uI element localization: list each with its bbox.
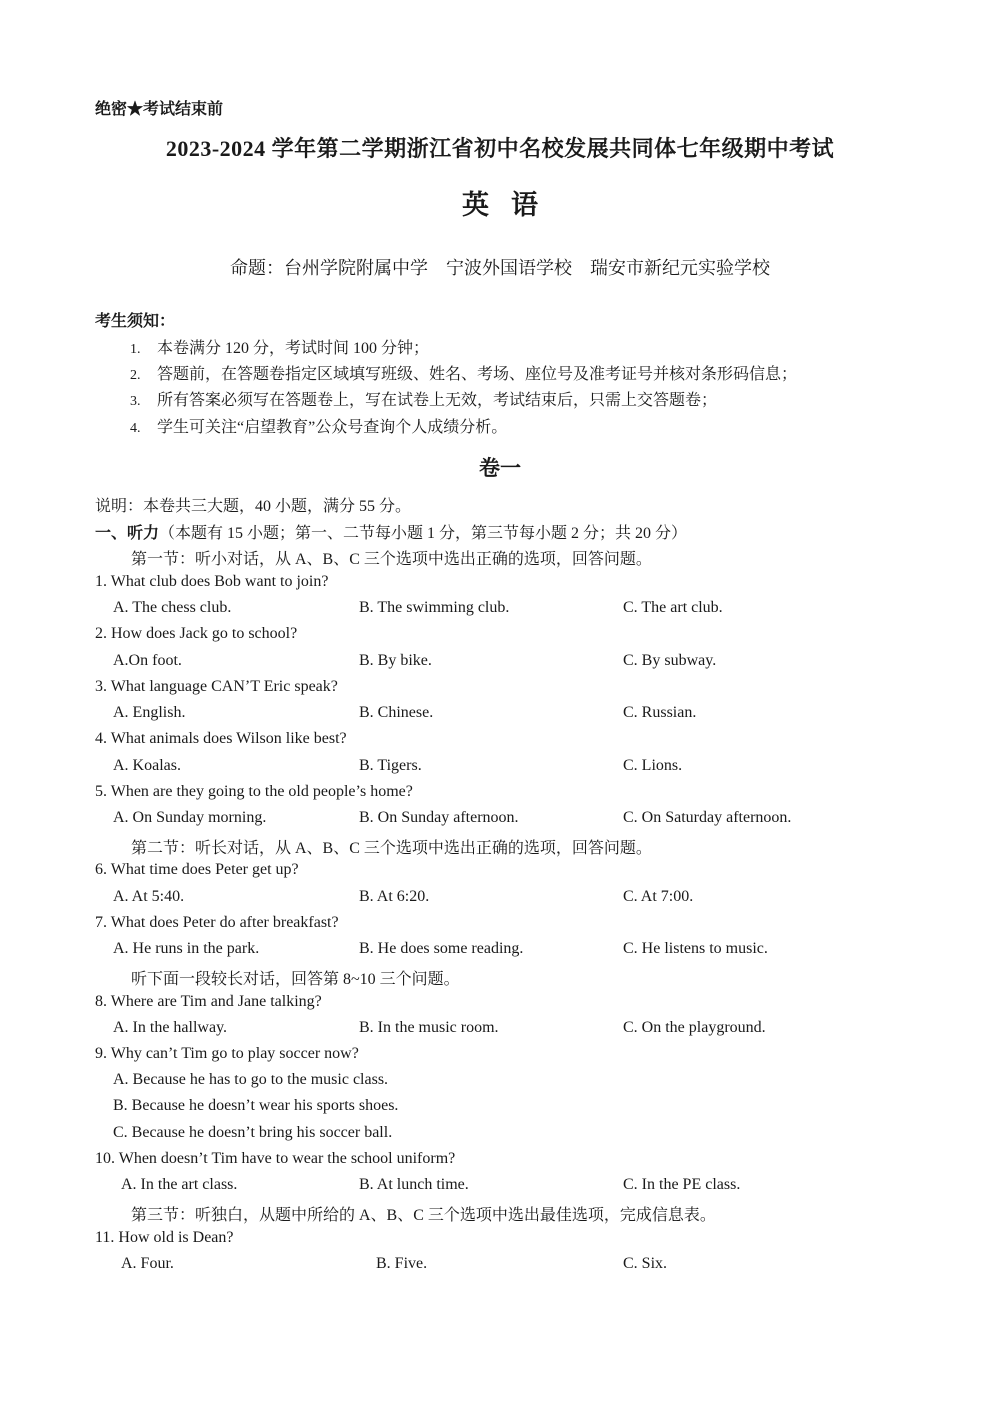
exam-title: 2023-2024 学年第二学期浙江省初中名校发展共同体七年级期中考试 [165,136,835,161]
option-b: B. At lunch time. [359,1176,469,1193]
question-7: 7. What does Peter do after breakfast? [95,914,339,931]
option-c: C. Six. [623,1255,668,1272]
part-heading-detail: （本题有 15 小题；第一、二节每小题 1 分，第三节每小题 2 分；共 20 分） [159,525,688,542]
notice-item [130,335,429,358]
option-c: C. On Saturday afternoon. [623,809,792,826]
notice-item [130,361,797,384]
authors-line: 命题：台州学院附属中学 宁波外国语学校 瑞安市新纪元实验学校 [230,258,770,279]
confidential-label: 绝密★考试结束前 [95,101,224,118]
section-3-instruction: 第三节：听独白，从题中所给的 A、B、C 三个选项中选出最佳选项，完成信息表。 [131,1207,716,1224]
option-b: B. On Sunday afternoon. [359,809,519,826]
section-1-instruction: 第一节：听小对话，从 A、B、C 三个选项中选出正确的选项，回答问题。 [131,551,652,568]
section-2-sub-instruction: 听下面一段较长对话，回答第 8~10 三个问题。 [131,971,460,988]
option-a: A. Koalas. [113,757,181,774]
option-c: C. Because he doesn’t bring his soccer ball. [113,1124,393,1141]
question-9: 9. Why can’t Tim go to play soccer now? [95,1045,359,1062]
option-a: A. In the art class. [121,1176,238,1193]
section-2-instruction: 第二节：听长对话，从 A、B、C 三个选项中选出正确的选项，回答问题。 [131,840,652,857]
notice-item [130,414,507,437]
notice-text: 所有答案必须写在答题卷上，写在试卷上无效，考试结束后，只需上交答题卷； [157,392,718,409]
option-a: A. English. [113,704,186,721]
question-8: 8. Where are Tim and Jane talking? [95,993,322,1010]
question-10: 10. When doesn’t Tim have to wear the school uniform? [95,1150,456,1167]
option-a: A. In the hallway. [113,1019,228,1036]
notice-text: 答题前，在答题卷指定区域填写班级、姓名、考场、座位号及准考证号并核对条形码信息； [157,366,798,383]
option-b: B. Five. [376,1255,428,1272]
option-b: B. The swimming club. [359,599,510,616]
subject-title: 英语 [462,190,560,220]
option-a: A. The chess club. [113,599,232,616]
option-c: C. Lions. [623,757,683,774]
option-a: A. Four. [121,1255,174,1272]
option-a: A. He runs in the park. [113,940,260,957]
volume-explain: 说明：本卷共三大题，40 小题，满分 55 分。 [95,498,412,515]
option-a: A.On foot. [113,652,182,669]
option-b: B. Chinese. [359,704,434,721]
volume-title: 卷一 [479,456,521,480]
notice-text: 学生可关注“启望教育”公众号查询个人成绩分析。 [157,419,508,436]
question-11: 11. How old is Dean? [95,1229,234,1246]
option-b: B. In the music room. [359,1019,499,1036]
notice-num: 2. [130,368,141,383]
notice-text: 本卷满分 120 分，考试时间 100 分钟； [157,340,430,357]
option-b: B. Tigers. [359,757,422,774]
option-a: A. Because he has to go to the music class. [113,1071,389,1088]
question-4: 4. What animals does Wilson like best? [95,730,347,747]
question-1: 1. What club does Bob want to join? [95,573,329,590]
question-5: 5. When are they going to the old people’s home? [95,783,413,800]
option-c: C. At 7:00. [623,888,694,905]
option-b: B. He does some reading. [359,940,524,957]
question-2: 2. How does Jack go to school? [95,625,298,642]
part-heading-bold: 一、听力 [95,525,160,542]
option-c: C. On the playground. [623,1019,766,1036]
option-c: C. By subway. [623,652,717,669]
option-b: B. At 6:20. [359,888,430,905]
notice-heading: 考生须知： [95,311,176,330]
question-6: 6. What time does Peter get up? [95,861,299,878]
part-heading [95,520,687,543]
notice-num: 3. [130,394,141,409]
option-c: C. He listens to music. [623,940,768,957]
option-b: B. Because he doesn’t wear his sports shoes. [113,1097,399,1114]
question-3: 3. What language CAN’T Eric speak? [95,678,338,695]
option-a: A. At 5:40. [113,888,185,905]
option-c: C. In the PE class. [623,1176,741,1193]
notice-num: 4. [130,421,141,436]
notice-num: 1. [130,342,141,357]
notice-item [130,387,717,410]
option-c: C. Russian. [623,704,697,721]
option-c: C. The art club. [623,599,723,616]
option-b: B. By bike. [359,652,432,669]
option-a: A. On Sunday morning. [113,809,267,826]
